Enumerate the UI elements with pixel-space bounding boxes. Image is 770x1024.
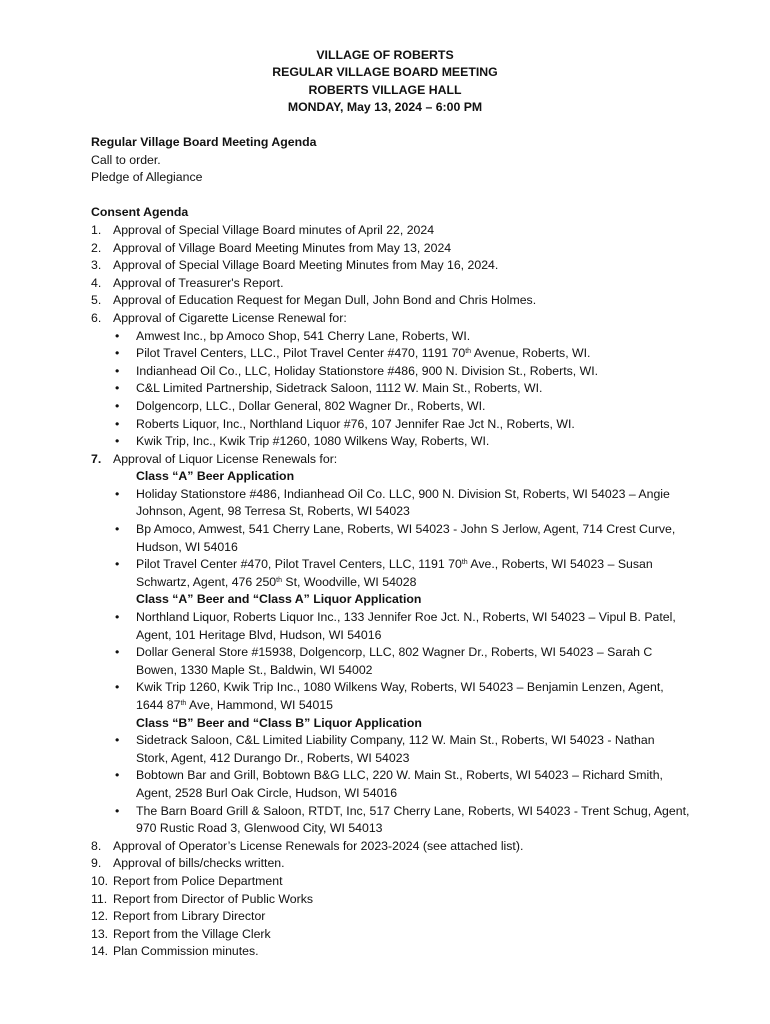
cigarette-license-item: [91, 345, 731, 363]
item-number: 2.: [91, 240, 102, 255]
item-text: Approval of Education Request for Megan Dull, John Bond and Chris Holmes.: [113, 293, 537, 308]
entry-line-2: [136, 574, 731, 592]
class-a-liquor-heading: Class “A” Beer and “Class A” Liquor Application: [136, 592, 422, 607]
bullet-icon: •: [115, 328, 120, 343]
entry-text-cont: Ave, Hammond, WI 54015: [186, 698, 334, 712]
item-number: 3.: [91, 258, 102, 273]
cigarette-license-item: [91, 380, 731, 398]
item-text: Approval of Operator’s License Renewals for 2023-2024 (see attached list).: [113, 838, 524, 853]
item-text: Report from Director of Public Works: [113, 891, 313, 906]
license-text: Kwik Trip, Inc., Kwik Trip #1260, 1080 Wilkens Way, Roberts, WI.: [136, 434, 490, 449]
agenda-item-1: [91, 222, 731, 240]
bullet-icon: •: [115, 610, 120, 625]
ordinal-suffix: th: [461, 559, 468, 567]
entry-text: 1644 87: [136, 698, 181, 712]
bullet-icon: •: [115, 363, 120, 378]
entry-line-1: Northland Liquor, Roberts Liquor Inc., 133 Jennifer Roe Jct. N., Roberts, WI 54023 – Vipul B. Patel,: [136, 610, 676, 625]
item-number: 9.: [91, 856, 102, 871]
item-text: Approval of Cigarette License Renewal for:: [113, 310, 347, 325]
cigarette-license-item: [91, 416, 731, 434]
cigarette-license-item: [91, 328, 731, 346]
entry-line-2: Bowen, 1330 Maple St., Baldwin, WI 54002: [136, 662, 373, 677]
bullet-icon: •: [115, 645, 120, 660]
cigarette-license-item: [91, 433, 731, 451]
bullet-icon: •: [115, 381, 120, 396]
item-text: Report from Police Department: [113, 873, 283, 888]
entry-line-1: Sidetrack Saloon, C&L Limited Liability Company, 112 W. Main St., Roberts, WI 54023 - Nathan: [136, 733, 655, 748]
class-a-beer-heading: Class “A” Beer Application: [136, 469, 295, 484]
liquor-license-entry: [91, 767, 731, 802]
entry-line-1: Bobtown Bar and Grill, Bobtown B&G LLC, 220 W. Main St., Roberts, WI 54023 – Richard Smith,: [136, 768, 663, 783]
consent-agenda-title: Consent Agenda: [91, 205, 189, 220]
item-number: 7.: [91, 451, 102, 466]
item-text: Approval of Treasurer's Report.: [113, 275, 284, 290]
liquor-license-entry: [91, 803, 731, 838]
entry-line-1: The Barn Board Grill & Saloon, RTDT, Inc, 517 Cherry Lane, Roberts, WI 54023 - Trent Schug, Agent,: [136, 803, 690, 818]
item-text: Report from the Village Clerk: [113, 926, 271, 941]
agenda-item-5: [91, 292, 731, 310]
agenda-item-6: [91, 310, 731, 328]
document-header: [0, 47, 770, 116]
item-number: 12.: [91, 909, 109, 924]
agenda-item-11: [91, 891, 731, 909]
bullet-icon: •: [115, 733, 120, 748]
agenda-item-8: [91, 838, 731, 856]
cigarette-license-item: [91, 398, 731, 416]
entry-line-2: 970 Rustic Road 3, Glenwood City, WI 54013: [136, 821, 383, 836]
entry-line-2: Agent, 2528 Burl Oak Circle, Hudson, WI 54016: [136, 785, 398, 800]
license-text: Roberts Liquor, Inc., Northland Liquor #76, 107 Jennifer Rae Jct N., Roberts, WI.: [136, 416, 575, 431]
entry-line-1: Holiday Stationstore #486, Indianhead Oil Co. LLC, 900 N. Division St, Roberts, WI 54023 – Angie: [136, 486, 670, 501]
bullet-icon: •: [115, 680, 120, 695]
ordinal-suffix: th: [276, 576, 282, 584]
entry-line-2: Johnson, Agent, 98 Terresa St, Roberts, WI 54023: [136, 504, 410, 519]
bullet-icon: •: [115, 434, 120, 449]
agenda-item-2: [91, 240, 731, 258]
license-text: C&L Limited Partnership, Sidetrack Saloon, 1112 W. Main St., Roberts, WI.: [136, 381, 543, 396]
bullet-icon: •: [115, 416, 120, 431]
header-meeting: REGULAR VILLAGE BOARD MEETING: [272, 65, 498, 80]
agenda-item-12: [91, 908, 731, 926]
license-text: Pilot Travel Centers, LLC., Pilot Travel Center #470, 1191 70: [136, 346, 466, 361]
liquor-license-entry: [91, 644, 731, 679]
item-number: 1.: [91, 222, 102, 237]
ordinal-suffix: th: [180, 700, 187, 707]
license-text: Amwest Inc., bp Amoco Shop, 541 Cherry Lane, Roberts, WI.: [136, 328, 471, 343]
liquor-license-entry: [91, 679, 731, 714]
header-date: MONDAY, May 13, 2024 – 6:00 PM: [287, 99, 483, 114]
cigarette-license-item: [91, 363, 731, 381]
entry-text-cont: Ave., Roberts, WI 54023 – Susan: [467, 557, 653, 572]
class-b-heading: Class “B” Beer and “Class B” Liquor Application: [136, 715, 422, 730]
item-number: 4.: [91, 275, 102, 290]
license-text-cont: Avenue, Roberts, WI.: [471, 346, 591, 361]
agenda-item-7: [91, 451, 731, 469]
bullet-icon: •: [115, 486, 120, 501]
license-text: Indianhead Oil Co., LLC, Holiday Stationstore #486, 900 N. Division St., Roberts, WI.: [136, 363, 599, 378]
item-number: 13.: [91, 926, 109, 941]
bullet-icon: •: [115, 768, 120, 783]
pledge-of-allegiance: Pledge of Allegiance: [91, 170, 203, 185]
entry-line-1: [136, 556, 731, 574]
item-text: Approval of Special Village Board Meeting Minutes from May 16, 2024.: [113, 258, 499, 273]
item-number: 8.: [91, 838, 102, 853]
bullet-icon: •: [115, 522, 120, 537]
entry-text: Pilot Travel Center #470, Pilot Travel Centers, LLC, 1191 70: [136, 557, 462, 572]
item-text: Approval of bills/checks written.: [113, 856, 285, 871]
item-text: Approval of Village Board Meeting Minutes from May 13, 2024: [113, 240, 452, 255]
liquor-license-entry: [91, 556, 731, 591]
item-number: 5.: [91, 293, 102, 308]
liquor-license-entry: [91, 609, 731, 644]
liquor-license-entry: [91, 732, 731, 767]
entry-line-2: Hudson, WI 54016: [136, 539, 238, 554]
bullet-icon: •: [115, 398, 120, 413]
entry-line-2: Stork, Agent, 412 Durango Dr., Roberts, WI 54023: [136, 750, 410, 765]
item-number: 10.: [91, 873, 109, 888]
call-to-order: Call to order.: [91, 152, 161, 167]
entry-line-2: [136, 697, 731, 715]
entry-text-cont: St, Woodville, WI 54028: [282, 574, 417, 589]
item-text: Approval of Liquor License Renewals for:: [113, 451, 338, 466]
entry-text: Schwartz, Agent, 476 250: [136, 574, 277, 589]
agenda-item-14: [91, 943, 731, 961]
agenda-content: [91, 134, 731, 961]
agenda-title: Regular Village Board Meeting Agenda: [91, 135, 317, 149]
agenda-item-13: [91, 926, 731, 944]
license-text: Dolgencorp, LLC., Dollar General, 802 Wagner Dr., Roberts, WI.: [136, 398, 486, 413]
item-number: 6.: [91, 310, 102, 325]
agenda-item-4: [91, 275, 731, 293]
agenda-item-9: [91, 855, 731, 873]
item-text: Report from Library Director: [113, 909, 266, 924]
item-number: 11.: [91, 891, 108, 906]
bullet-icon: •: [115, 803, 120, 818]
bullet-icon: •: [115, 346, 120, 361]
item-text: Plan Commission minutes.: [113, 944, 259, 959]
header-location: ROBERTS VILLAGE HALL: [308, 82, 462, 97]
entry-line-1: Dollar General Store #15938, Dolgencorp, LLC, 802 Wagner Dr., Roberts, WI 54023 – Sarah C: [136, 645, 653, 660]
liquor-license-entry: [91, 486, 731, 521]
item-text: Approval of Special Village Board minutes of April 22, 2024: [113, 222, 435, 237]
agenda-item-3: [91, 257, 731, 275]
liquor-license-entry: [91, 521, 731, 556]
header-village: VILLAGE OF ROBERTS: [316, 48, 454, 62]
ordinal-suffix: th: [465, 348, 472, 356]
entry-line-1: Bp Amoco, Amwest, 541 Cherry Lane, Roberts, WI 54023 - John S Jerlow, Agent, 714 Crest Curve,: [136, 522, 676, 537]
bullet-icon: •: [115, 557, 120, 572]
entry-line-1: Kwik Trip 1260, Kwik Trip Inc., 1080 Wilkens Way, Roberts, WI 54023 – Benjamin Lenzen, Agent,: [136, 680, 664, 695]
item-number: 14.: [91, 944, 109, 959]
entry-line-2: Agent, 101 Heritage Blvd, Hudson, WI 54016: [136, 627, 382, 642]
agenda-item-10: [91, 873, 731, 891]
